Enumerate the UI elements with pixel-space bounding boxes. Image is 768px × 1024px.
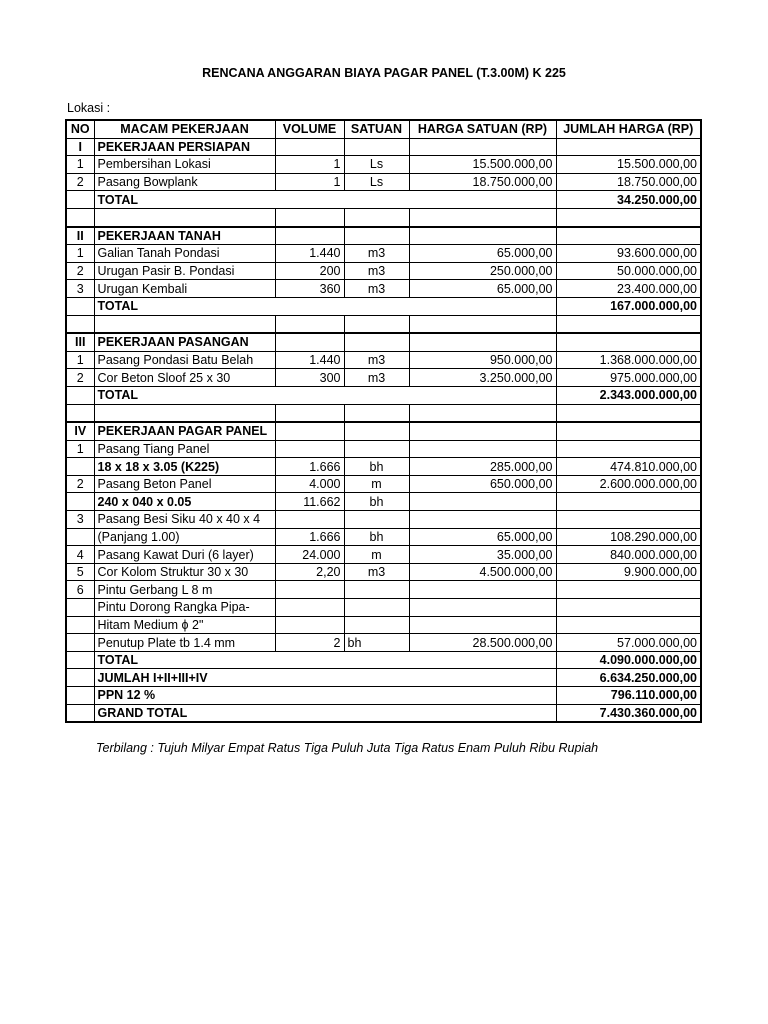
volume-cell: 1.666 xyxy=(275,458,344,476)
jumlah-harga-cell: 108.290.000,00 xyxy=(556,528,701,546)
item-number xyxy=(66,599,94,617)
volume-cell xyxy=(275,599,344,617)
satuan-cell: m3 xyxy=(344,280,409,298)
blank-cell xyxy=(275,315,344,333)
blank-cell xyxy=(344,315,409,333)
satuan-cell: Ls xyxy=(344,156,409,174)
satuan-cell xyxy=(344,581,409,599)
item-description: Pasang Besi Siku 40 x 40 x 4 xyxy=(94,511,275,529)
jumlah-harga-cell: 1.368.000.000,00 xyxy=(556,351,701,369)
total-no-cell xyxy=(66,651,94,669)
satuan-cell: m xyxy=(344,546,409,564)
satuan-cell xyxy=(344,616,409,634)
jumlah-harga-cell xyxy=(556,493,701,511)
table-row xyxy=(66,173,701,191)
satuan-cell xyxy=(344,138,409,156)
harga-satuan-cell: 650.000,00 xyxy=(409,475,556,493)
table-header-row xyxy=(66,120,701,138)
total-label: GRAND TOTAL xyxy=(94,704,556,722)
table-row xyxy=(66,280,701,298)
header-no: NO xyxy=(66,120,94,138)
volume-cell xyxy=(275,227,344,245)
satuan-cell: m3 xyxy=(344,563,409,581)
harga-satuan-cell: 35.000,00 xyxy=(409,546,556,564)
satuan-cell: Ls xyxy=(344,173,409,191)
satuan-cell: m3 xyxy=(344,351,409,369)
volume-cell: 4.000 xyxy=(275,475,344,493)
section-row xyxy=(66,333,701,351)
table-row xyxy=(66,528,701,546)
satuan-cell xyxy=(344,599,409,617)
table-row xyxy=(66,156,701,174)
item-description: 18 x 18 x 3.05 (K225) xyxy=(94,458,275,476)
total-row xyxy=(66,386,701,404)
table-row xyxy=(66,493,701,511)
volume-cell: 2,20 xyxy=(275,563,344,581)
satuan-cell: m3 xyxy=(344,245,409,263)
satuan-cell: bh xyxy=(344,458,409,476)
volume-cell: 1.440 xyxy=(275,351,344,369)
total-row xyxy=(66,704,701,722)
satuan-cell xyxy=(344,511,409,529)
harga-satuan-cell xyxy=(409,227,556,245)
total-amount: 167.000.000,00 xyxy=(556,297,701,315)
jumlah-harga-cell: 57.000.000,00 xyxy=(556,634,701,652)
volume-cell xyxy=(275,138,344,156)
volume-cell: 11.662 xyxy=(275,493,344,511)
satuan-cell: m xyxy=(344,475,409,493)
total-amount: 6.634.250.000,00 xyxy=(556,669,701,687)
blank-cell xyxy=(344,404,409,422)
volume-cell xyxy=(275,581,344,599)
blank-cell xyxy=(556,208,701,226)
blank-row xyxy=(66,315,701,333)
total-row xyxy=(66,651,701,669)
blank-cell xyxy=(94,208,275,226)
item-description: Hitam Medium ϕ 2" xyxy=(94,616,275,634)
total-row xyxy=(66,687,701,705)
item-number: 1 xyxy=(66,351,94,369)
blank-cell xyxy=(344,208,409,226)
item-number: 3 xyxy=(66,280,94,298)
document-title: RENCANA ANGGARAN BIAYA PAGAR PANEL (T.3.00M) K 225 xyxy=(202,66,566,80)
item-number: 5 xyxy=(66,563,94,581)
harga-satuan-cell: 65.000,00 xyxy=(409,528,556,546)
total-label: TOTAL xyxy=(94,297,556,315)
jumlah-harga-cell xyxy=(556,511,701,529)
table-row xyxy=(66,369,701,387)
jumlah-harga-cell xyxy=(556,138,701,156)
jumlah-harga-cell: 9.900.000,00 xyxy=(556,563,701,581)
total-amount: 34.250.000,00 xyxy=(556,191,701,209)
item-number: 1 xyxy=(66,440,94,458)
satuan-cell: m3 xyxy=(344,262,409,280)
total-label: TOTAL xyxy=(94,651,556,669)
satuan-cell: bh xyxy=(344,528,409,546)
item-description: Cor Kolom Struktur 30 x 30 xyxy=(94,563,275,581)
total-row xyxy=(66,191,701,209)
section-row xyxy=(66,227,701,245)
item-description: Pasang Beton Panel xyxy=(94,475,275,493)
blank-cell xyxy=(66,208,94,226)
volume-cell: 24.000 xyxy=(275,546,344,564)
lokasi-label: Lokasi : xyxy=(67,101,111,115)
item-number: 1 xyxy=(66,245,94,263)
blank-cell xyxy=(66,404,94,422)
item-description: 240 x 040 x 0.05 xyxy=(94,493,275,511)
volume-cell xyxy=(275,440,344,458)
section-title: PEKERJAAN PAGAR PANEL xyxy=(94,422,275,440)
harga-satuan-cell: 28.500.000,00 xyxy=(409,634,556,652)
satuan-cell xyxy=(344,422,409,440)
total-row xyxy=(66,669,701,687)
section-title: PEKERJAAN TANAH xyxy=(94,227,275,245)
volume-cell xyxy=(275,616,344,634)
jumlah-harga-cell: 23.400.000,00 xyxy=(556,280,701,298)
table-row xyxy=(66,245,701,263)
item-description: Penutup Plate tb 1.4 mm xyxy=(94,634,275,652)
item-number xyxy=(66,493,94,511)
item-number xyxy=(66,458,94,476)
table-row xyxy=(66,458,701,476)
harga-satuan-cell: 65.000,00 xyxy=(409,245,556,263)
harga-satuan-cell xyxy=(409,581,556,599)
table-row xyxy=(66,475,701,493)
harga-satuan-cell xyxy=(409,138,556,156)
blank-cell xyxy=(275,208,344,226)
jumlah-harga-cell xyxy=(556,440,701,458)
jumlah-harga-cell: 93.600.000,00 xyxy=(556,245,701,263)
section-number: III xyxy=(66,333,94,351)
item-description: (Panjang 1.00) xyxy=(94,528,275,546)
blank-row xyxy=(66,404,701,422)
total-no-cell xyxy=(66,669,94,687)
total-no-cell xyxy=(66,687,94,705)
header-volume: VOLUME xyxy=(275,120,344,138)
item-description: Pasang Pondasi Batu Belah xyxy=(94,351,275,369)
item-description: Cor Beton Sloof 25 x 30 xyxy=(94,369,275,387)
total-label: TOTAL xyxy=(94,386,556,404)
satuan-cell: bh xyxy=(344,493,409,511)
harga-satuan-cell: 950.000,00 xyxy=(409,351,556,369)
volume-cell xyxy=(275,333,344,351)
jumlah-harga-cell: 15.500.000,00 xyxy=(556,156,701,174)
jumlah-harga-cell: 474.810.000,00 xyxy=(556,458,701,476)
item-description: Pasang Bowplank xyxy=(94,173,275,191)
item-description: Urugan Kembali xyxy=(94,280,275,298)
table-row xyxy=(66,511,701,529)
satuan-cell xyxy=(344,440,409,458)
table-row xyxy=(66,546,701,564)
jumlah-harga-cell xyxy=(556,227,701,245)
section-number: II xyxy=(66,227,94,245)
jumlah-harga-cell xyxy=(556,599,701,617)
item-description: Pintu Gerbang L 8 m xyxy=(94,581,275,599)
volume-cell xyxy=(275,422,344,440)
blank-cell xyxy=(556,315,701,333)
total-no-cell xyxy=(66,191,94,209)
harga-satuan-cell xyxy=(409,440,556,458)
section-number: IV xyxy=(66,422,94,440)
volume-cell xyxy=(275,511,344,529)
volume-cell: 1 xyxy=(275,173,344,191)
item-number xyxy=(66,634,94,652)
blank-cell xyxy=(94,404,275,422)
item-description: Pintu Dorong Rangka Pipa- xyxy=(94,599,275,617)
item-number: 2 xyxy=(66,173,94,191)
blank-cell xyxy=(409,315,556,333)
item-number: 2 xyxy=(66,475,94,493)
blank-cell xyxy=(94,315,275,333)
blank-cell xyxy=(556,404,701,422)
volume-cell: 360 xyxy=(275,280,344,298)
satuan-cell: bh xyxy=(344,634,409,652)
item-description: Urugan Pasir B. Pondasi xyxy=(94,262,275,280)
jumlah-harga-cell: 2.600.000.000,00 xyxy=(556,475,701,493)
jumlah-harga-cell xyxy=(556,333,701,351)
item-number xyxy=(66,616,94,634)
section-row xyxy=(66,422,701,440)
table-row xyxy=(66,616,701,634)
header-macam-pekerjaan: MACAM PEKERJAAN xyxy=(94,120,275,138)
blank-cell xyxy=(409,208,556,226)
item-description: Pasang Kawat Duri (6 layer) xyxy=(94,546,275,564)
volume-cell: 1.666 xyxy=(275,528,344,546)
blank-cell xyxy=(409,404,556,422)
total-row xyxy=(66,297,701,315)
total-amount: 796.110.000,00 xyxy=(556,687,701,705)
jumlah-harga-cell xyxy=(556,422,701,440)
harga-satuan-cell: 3.250.000,00 xyxy=(409,369,556,387)
item-number: 6 xyxy=(66,581,94,599)
item-number xyxy=(66,528,94,546)
item-description: Pembersihan Lokasi xyxy=(94,156,275,174)
harga-satuan-cell xyxy=(409,333,556,351)
table-row xyxy=(66,634,701,652)
section-title: PEKERJAAN PASANGAN xyxy=(94,333,275,351)
item-number: 2 xyxy=(66,369,94,387)
item-description: Pasang Tiang Panel xyxy=(94,440,275,458)
jumlah-harga-cell: 975.000.000,00 xyxy=(556,369,701,387)
satuan-cell xyxy=(344,333,409,351)
blank-cell xyxy=(275,404,344,422)
harga-satuan-cell: 18.750.000,00 xyxy=(409,173,556,191)
total-amount: 2.343.000.000,00 xyxy=(556,386,701,404)
jumlah-harga-cell: 18.750.000,00 xyxy=(556,173,701,191)
item-number: 3 xyxy=(66,511,94,529)
item-description: Galian Tanah Pondasi xyxy=(94,245,275,263)
jumlah-harga-cell: 50.000.000,00 xyxy=(556,262,701,280)
total-label: JUMLAH I+II+III+IV xyxy=(94,669,556,687)
table-row xyxy=(66,581,701,599)
table-row xyxy=(66,351,701,369)
harga-satuan-cell: 250.000,00 xyxy=(409,262,556,280)
volume-cell: 1 xyxy=(275,156,344,174)
jumlah-harga-cell: 840.000.000,00 xyxy=(556,546,701,564)
table-row xyxy=(66,440,701,458)
jumlah-harga-cell xyxy=(556,616,701,634)
total-no-cell xyxy=(66,704,94,722)
volume-cell: 2 xyxy=(275,634,344,652)
harga-satuan-cell xyxy=(409,422,556,440)
total-no-cell xyxy=(66,386,94,404)
header-harga-satuan: HARGA SATUAN (RP) xyxy=(409,120,556,138)
table-row xyxy=(66,563,701,581)
section-number: I xyxy=(66,138,94,156)
harga-satuan-cell xyxy=(409,616,556,634)
total-label: TOTAL xyxy=(94,191,556,209)
header-jumlah-harga: JUMLAH HARGA (RP) xyxy=(556,120,701,138)
budget-table-body xyxy=(66,120,701,722)
budget-table xyxy=(65,119,702,723)
item-number: 4 xyxy=(66,546,94,564)
volume-cell: 1.440 xyxy=(275,245,344,263)
harga-satuan-cell: 15.500.000,00 xyxy=(409,156,556,174)
harga-satuan-cell: 4.500.000,00 xyxy=(409,563,556,581)
blank-cell xyxy=(66,315,94,333)
item-number: 2 xyxy=(66,262,94,280)
total-amount: 4.090.000.000,00 xyxy=(556,651,701,669)
volume-cell: 300 xyxy=(275,369,344,387)
harga-satuan-cell xyxy=(409,493,556,511)
blank-row xyxy=(66,208,701,226)
terbilang-text: Terbilang : Tujuh Milyar Empat Ratus Tiga Puluh Juta Tiga Ratus Enam Puluh Ribu Rupiah xyxy=(96,741,599,755)
harga-satuan-cell: 65.000,00 xyxy=(409,280,556,298)
harga-satuan-cell: 285.000,00 xyxy=(409,458,556,476)
satuan-cell xyxy=(344,227,409,245)
item-number: 1 xyxy=(66,156,94,174)
total-amount: 7.430.360.000,00 xyxy=(556,704,701,722)
total-label: PPN 12 % xyxy=(94,687,556,705)
volume-cell: 200 xyxy=(275,262,344,280)
section-row xyxy=(66,138,701,156)
harga-satuan-cell xyxy=(409,599,556,617)
section-title: PEKERJAAN PERSIAPAN xyxy=(94,138,275,156)
satuan-cell: m3 xyxy=(344,369,409,387)
jumlah-harga-cell xyxy=(556,581,701,599)
table-row xyxy=(66,599,701,617)
harga-satuan-cell xyxy=(409,511,556,529)
table-row xyxy=(66,262,701,280)
header-satuan: SATUAN xyxy=(344,120,409,138)
total-no-cell xyxy=(66,297,94,315)
